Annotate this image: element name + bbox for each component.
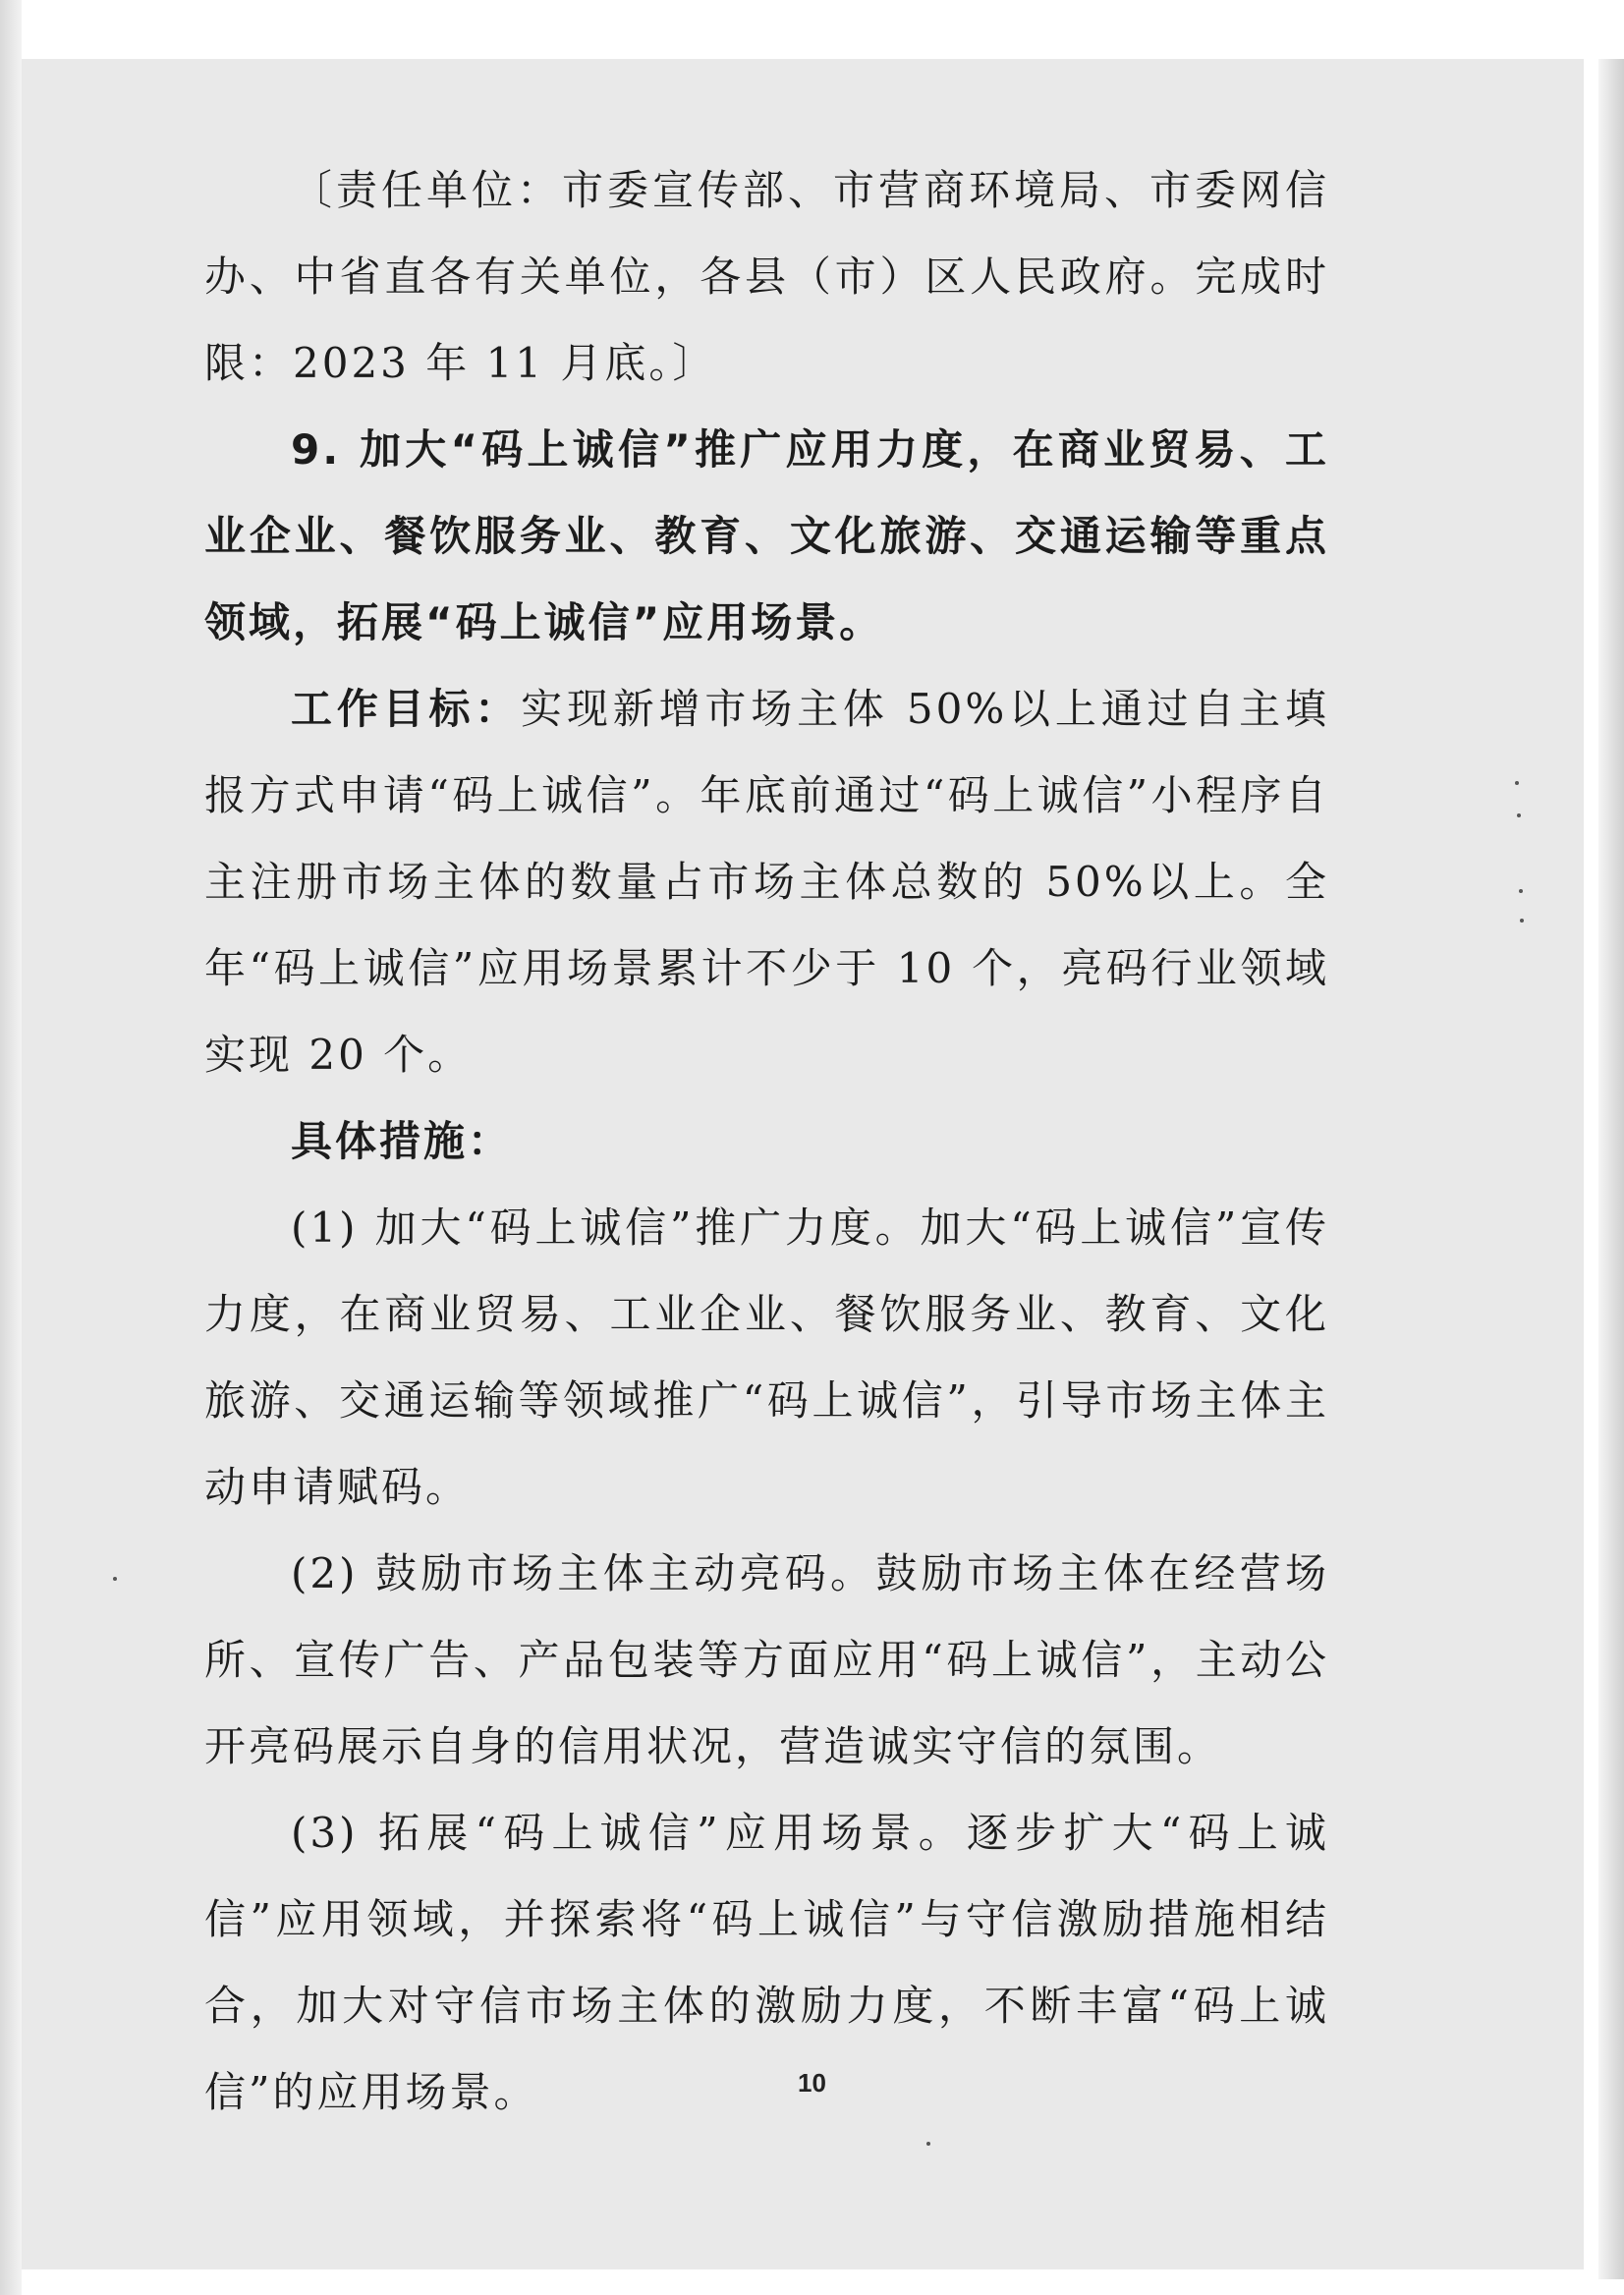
scan-speck [1519, 889, 1523, 893]
scan-speck [1515, 781, 1519, 785]
scan-edge-left [0, 0, 22, 2295]
scan-speck [113, 1577, 117, 1581]
document-body [204, 147, 1329, 2136]
measure-2: (2) 鼓励市场主体主动亮码。鼓励市场主体在经营场所、宣传广告、产品包装等方面应用“码上诚信”，主动公开亮码展示自身的信用状况，营造诚实守信的氛围。 [204, 1549, 1329, 1770]
item-9-heading: 9. 加大“码上诚信”推广应用力度，在商业贸易、工业企业、餐饮服务业、教育、文化旅游、交通运输等重点领域，拓展“码上诚信”应用场景。 [204, 425, 1329, 646]
scan-speck [1517, 813, 1521, 817]
measure-3: (3) 拓展“码上诚信”应用场景。逐步扩大“码上诚信”应用领域，并探索将“码上诚信”与守信激励措施相结合，加大对守信市场主体的激励力度，不断丰富“码上诚信”的应用场景。 [204, 1809, 1329, 2116]
responsibility-note: 〔责任单位：市委宣传部、市营商环境局、市委网信办、中省直各有关单位，各县（市）区人民政府。完成时限：2023 年 11 月底。〕 [204, 166, 1329, 387]
measures-heading: 具体措施： [291, 1117, 513, 1165]
scan-speck [1520, 919, 1524, 923]
page-number: 10 [798, 2068, 826, 2098]
work-goal-text: 实现新增市场主体 50%以上通过自主填报方式申请“码上诚信”。年底前通过“码上诚信”小程序自主注册市场主体的数量占市场主体总数的 50%以上。全年“码上诚信”应用场景累计不少于 10 个，亮码行业领域实现 20 个。 [204, 685, 1329, 1079]
scan-edge-right [1598, 59, 1624, 2279]
measure-1: (1) 加大“码上诚信”推广力度。加大“码上诚信”宣传力度，在商业贸易、工业企业、餐饮服务业、教育、文化旅游、交通运输等领域推广“码上诚信”，引导市场主体主动申请赋码。 [204, 1203, 1329, 1511]
work-goal [204, 666, 1329, 1098]
work-goal-label: 工作目标： [291, 685, 522, 733]
scan-speck [926, 2142, 930, 2146]
